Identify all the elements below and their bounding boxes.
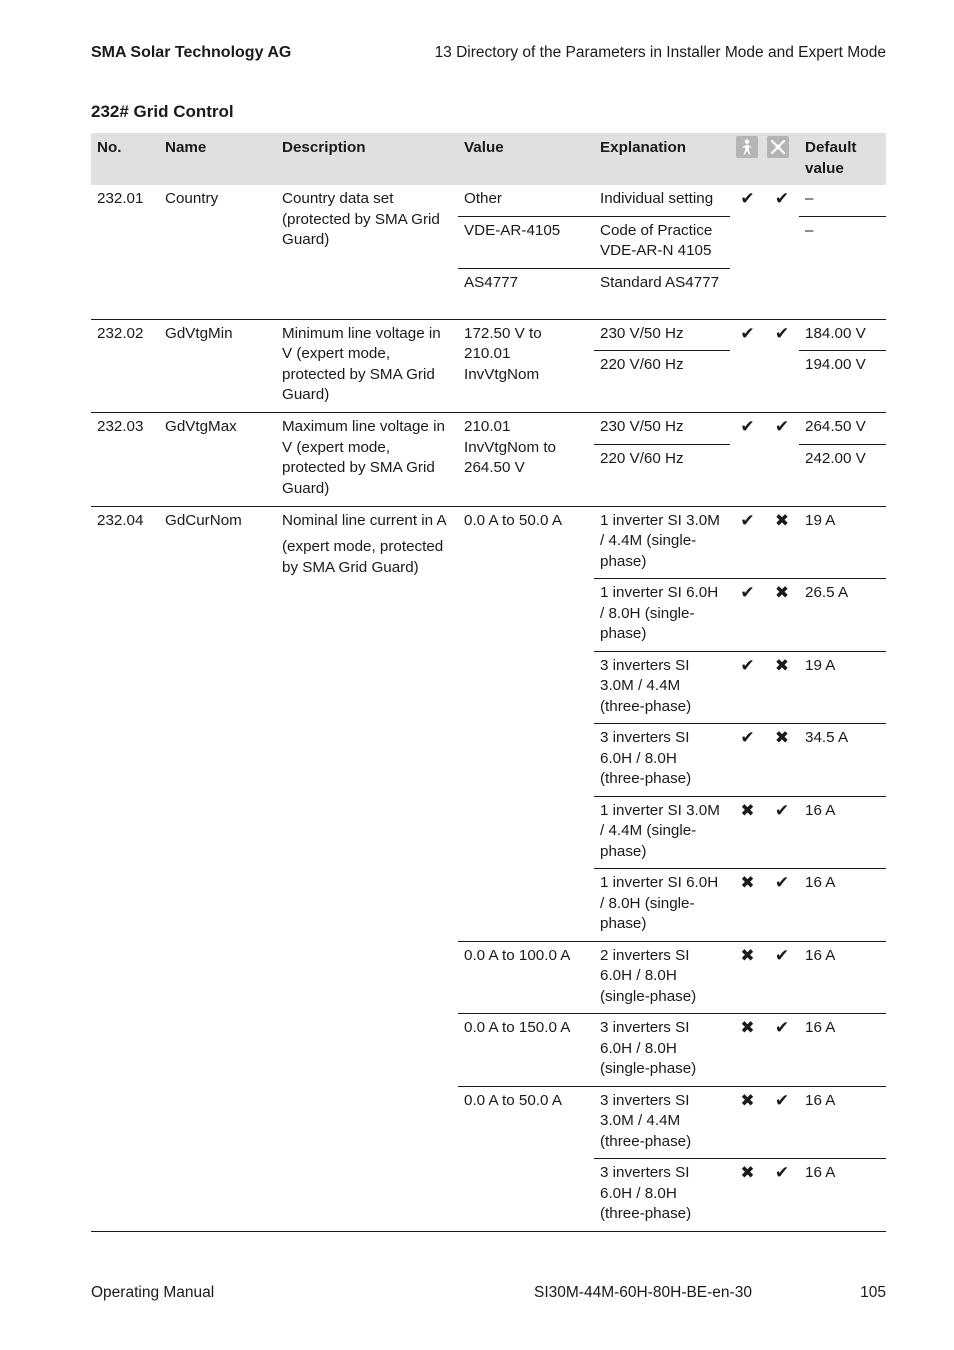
param-default: 16 A [799,796,886,869]
expert-mark-cross-icon: ✖ [765,651,799,724]
expert-mark-check-icon: ✔ [765,1159,799,1232]
page-header-company: SMA Solar Technology AG [91,44,292,61]
param-explanation: 1 inverter SI 3.0M / 4.4M (single-phase) [594,506,730,579]
param-explanation: 1 inverter SI 6.0H / 8.0H (single-phase) [594,579,730,652]
param-default: 16 A [799,869,886,942]
param-value: AS4777 [458,268,594,319]
installer-mark-check-icon: ✔ [730,413,765,507]
param-value: 0.0 A to 50.0 A [458,506,594,941]
param-default: 242.00 V [799,444,886,506]
param-explanation: 220 V/60 Hz [594,351,730,413]
col-header-installer [730,133,765,185]
param-explanation: 3 inverters SI 6.0H / 8.0H (three-phase) [594,1159,730,1232]
table-row [91,413,886,445]
col-header-name: Name [159,133,276,185]
param-no: 232.04 [91,506,159,1231]
param-no: 232.03 [91,413,159,507]
installer-mark-check-icon: ✔ [730,651,765,724]
installer-mark-cross-icon: ✖ [730,869,765,942]
expert-mark-check-icon: ✔ [765,869,799,942]
expert-mark-cross-icon: ✖ [765,724,799,797]
param-default: 26.5 A [799,579,886,652]
param-default: – [799,216,886,319]
expert-mark-cross-icon: ✖ [765,506,799,579]
param-explanation: 3 inverters SI 6.0H / 8.0H (three-phase) [594,724,730,797]
param-description: Maximum line voltage in V (expert mode, protected by SMA Grid Guard) [276,413,458,507]
param-value: VDE-AR-4105 [458,216,594,268]
col-header-default: Default value [799,133,886,185]
param-description: Country data set (protected by SMA Grid Guard) [276,185,458,319]
param-explanation: 220 V/60 Hz [594,444,730,506]
param-explanation: 3 inverters SI 3.0M / 4.4M (three-phase) [594,651,730,724]
section-title: 232# Grid Control [91,102,234,121]
param-name: GdCurNom [159,506,276,1231]
param-description-extra: (expert mode, protected by SMA Grid Guard) [282,538,444,576]
col-header-expert [765,133,799,185]
param-description [276,506,458,1231]
installer-mark-check-icon: ✔ [730,319,765,413]
param-default: 16 A [799,1086,886,1159]
param-default: 184.00 V [799,319,886,351]
param-explanation: 230 V/50 Hz [594,319,730,351]
param-explanation: Standard AS4777 [594,268,730,319]
param-explanation: 1 inverter SI 3.0M / 4.4M (single-phase) [594,796,730,869]
col-header-value: Value [458,133,594,185]
param-value: 0.0 A to 100.0 A [458,941,594,1014]
param-default: 16 A [799,941,886,1014]
param-default: – [799,185,886,216]
param-description-main: Nominal line current in A [282,511,447,529]
param-name: Country [159,185,276,319]
param-value: 210.01 InvVtgNom to 264.50 V [458,413,594,507]
param-name: GdVtgMin [159,319,276,413]
param-description: Minimum line voltage in V (expert mode, protected by SMA Grid Guard) [276,319,458,413]
installer-mode-icon [736,136,758,158]
table-row [91,506,886,579]
parameter-table [91,133,886,1232]
col-header-description: Description [276,133,458,185]
expert-mark-cross-icon: ✖ [765,579,799,652]
param-default: 16 A [799,1014,886,1087]
installer-mark-cross-icon: ✖ [730,941,765,1014]
param-value: Other [458,185,594,216]
param-explanation: 3 inverters SI 6.0H / 8.0H (single-phase) [594,1014,730,1087]
expert-mark-check-icon: ✔ [765,185,799,319]
installer-mark-check-icon: ✔ [730,579,765,652]
expert-mark-check-icon: ✔ [765,1086,799,1159]
installer-mark-cross-icon: ✖ [730,1014,765,1087]
param-explanation: 1 inverter SI 6.0H / 8.0H (single-phase) [594,869,730,942]
expert-mark-check-icon: ✔ [765,941,799,1014]
param-explanation: Code of Practice VDE-AR-N 4105 [594,216,730,268]
param-explanation: 3 inverters SI 3.0M / 4.4M (three-phase) [594,1086,730,1159]
table-row [91,319,886,351]
installer-mark-check-icon: ✔ [730,506,765,579]
param-default: 194.00 V [799,351,886,413]
expert-mark-check-icon: ✔ [765,319,799,413]
param-default: 16 A [799,1159,886,1232]
param-no: 232.02 [91,319,159,413]
param-default: 19 A [799,651,886,724]
param-value: 0.0 A to 150.0 A [458,1014,594,1087]
page-number: 105 [860,1284,886,1301]
param-explanation: 230 V/50 Hz [594,413,730,445]
col-header-explanation: Explanation [594,133,730,185]
param-no: 232.01 [91,185,159,319]
table-row [91,185,886,216]
param-value: 172.50 V to 210.01 InvVtgNom [458,319,594,413]
param-default: 19 A [799,506,886,579]
col-header-no: No. [91,133,159,185]
installer-mark-cross-icon: ✖ [730,1159,765,1232]
installer-mark-check-icon: ✔ [730,724,765,797]
param-explanation: 2 inverters SI 6.0H / 8.0H (single-phase) [594,941,730,1014]
footer-manual-label: Operating Manual [91,1284,215,1301]
installer-mark-cross-icon: ✖ [730,796,765,869]
param-value: 0.0 A to 50.0 A [458,1086,594,1231]
expert-mark-check-icon: ✔ [765,796,799,869]
param-explanation: Individual setting [594,185,730,216]
installer-mark-check-icon: ✔ [730,185,765,319]
param-name: GdVtgMax [159,413,276,507]
expert-mode-icon [767,136,789,158]
expert-mark-check-icon: ✔ [765,1014,799,1087]
page-header-chapter: 13 Directory of the Parameters in Installer Mode and Expert Mode [434,44,886,61]
expert-mark-check-icon: ✔ [765,413,799,507]
table-header-row [91,133,886,185]
param-default: 264.50 V [799,413,886,445]
installer-mark-cross-icon: ✖ [730,1086,765,1159]
footer-document-code: SI30M-44M-60H-80H-BE-en-30 [534,1284,752,1301]
param-default: 34.5 A [799,724,886,797]
